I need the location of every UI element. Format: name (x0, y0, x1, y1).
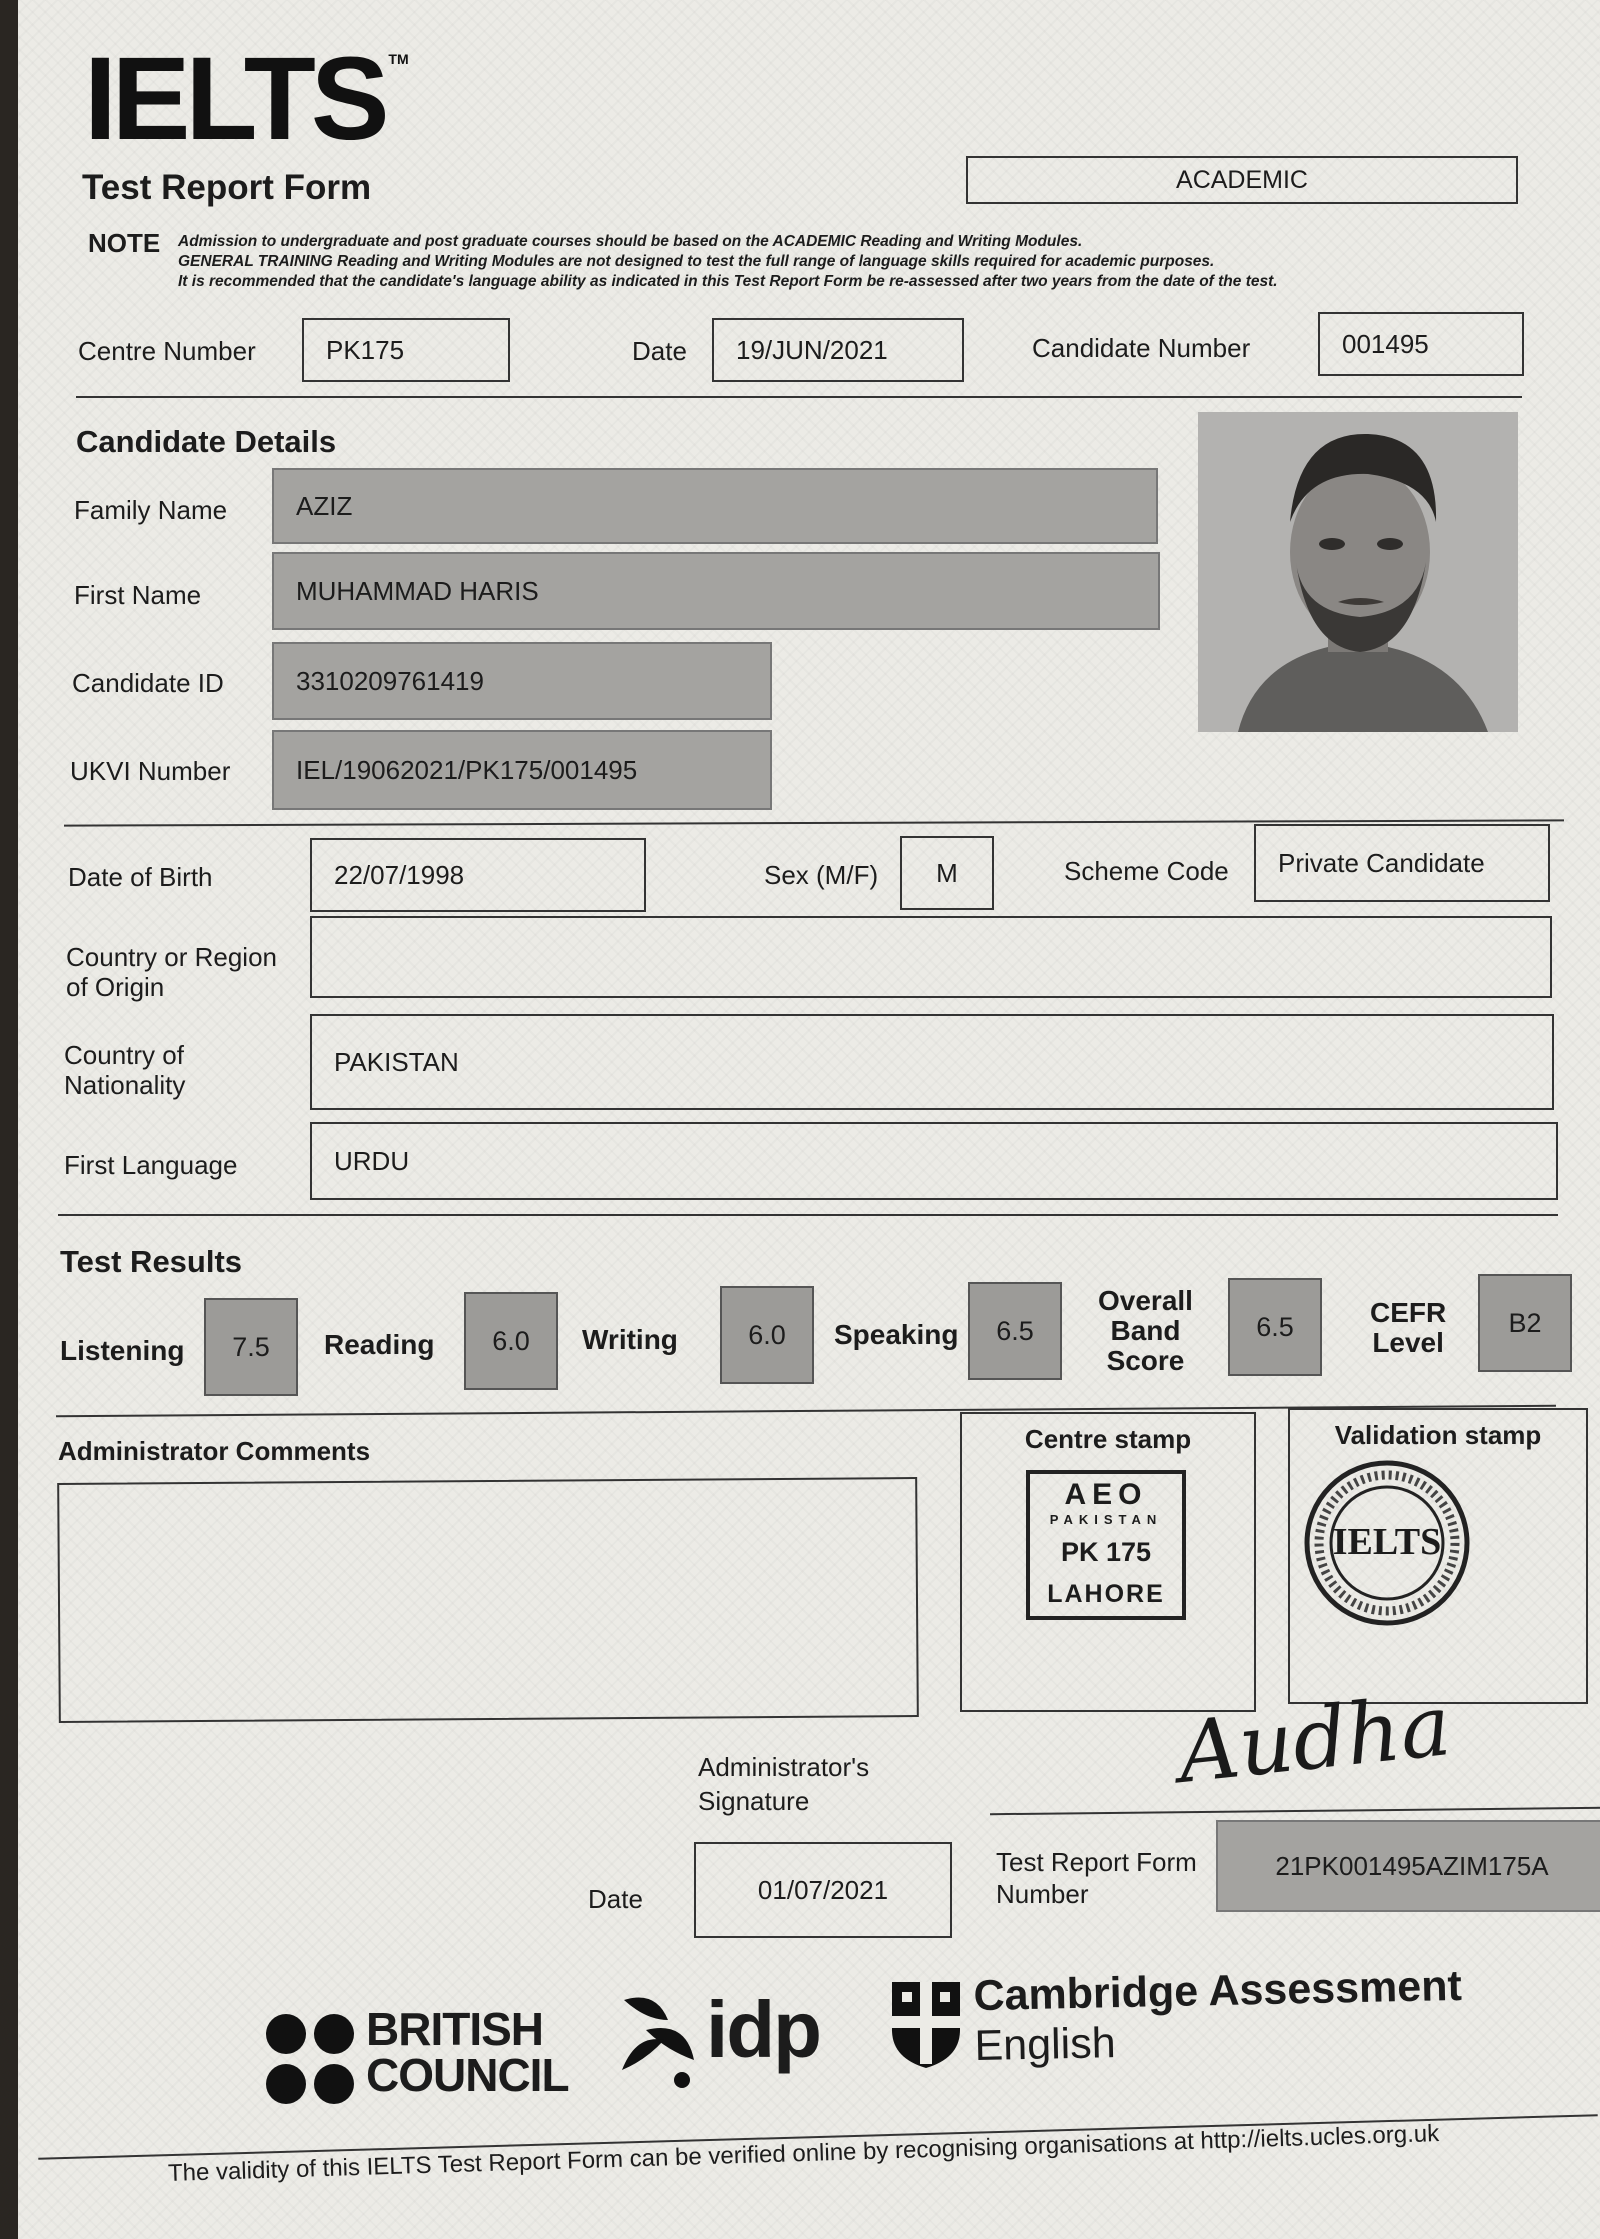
centre-number-field: PK175 (302, 318, 510, 382)
trf-number-field: 21PK001495AZIM175A (1216, 1820, 1600, 1912)
centre-stamp-label: Centre stamp (1024, 1424, 1192, 1454)
divider (76, 396, 1522, 398)
centre-stamp-box (960, 1412, 1256, 1712)
divider (58, 1214, 1558, 1216)
overall-band-label: Overall Band Score (1098, 1285, 1193, 1376)
cambridge-logo: Cambridge Assessment English (973, 1961, 1463, 2071)
admin-signature: Audha (1173, 1676, 1456, 1802)
ielts-logo: IELTS TM (84, 33, 409, 165)
test-date-field: 19/JUN/2021 (712, 318, 964, 382)
validity-footer: The validity of this IELTS Test Report Form can be verified online by recognising organisations at http://ielts.ucles.org.uk (167, 2120, 1440, 2187)
dob-field: 22/07/1998 (310, 838, 646, 912)
writing-label: Writing (582, 1324, 678, 1355)
issue-date-field: 01/07/2021 (694, 1842, 952, 1938)
scheme-code-label: Scheme Code (1064, 856, 1229, 886)
centre-stamp: AEO PAKISTAN PK 175 LAHORE (1026, 1470, 1186, 1620)
dob-label: Date of Birth (68, 862, 213, 892)
nationality-label: Country of Nationality (64, 1040, 186, 1100)
sex-field: M (900, 836, 994, 910)
cambridge-shield-icon (890, 1980, 962, 2070)
speaking-score: 6.5 (968, 1282, 1062, 1380)
listening-label: Listening (60, 1335, 185, 1366)
test-report-form (18, 0, 1600, 2239)
trf-number-label: Test Report Form Number (996, 1847, 1197, 1909)
reading-label: Reading (324, 1329, 435, 1360)
candidate-number-label: Candidate Number (1032, 333, 1251, 363)
form-title: Test Report Form (82, 168, 372, 207)
candidate-number-field: 001495 (1318, 312, 1524, 376)
signature-line (990, 1807, 1600, 1815)
cefr-level-score: B2 (1478, 1274, 1572, 1372)
family-name-field: AZIZ (272, 468, 1158, 544)
centre-number-label: Centre Number (78, 336, 256, 366)
validation-stamp-label: Validation stamp (1334, 1420, 1542, 1450)
validation-stamp-text: IELTS (1332, 1521, 1442, 1563)
cefr-level-label: CEFR Level (1370, 1297, 1447, 1358)
note-text: Admission to undergraduate and post graduate courses should be based on the ACADEMIC Reading and Writing Modules. GENERAL TRAINING Reading and Writing Modules are not designed to test the full range of language skills required for academic purposes. It is recommended that the candidate's language ability as indicated in this Test Report Form be re-assessed after two years from the date of the test. (178, 233, 1278, 290)
first-name-label: First Name (74, 580, 202, 610)
validation-stamp-seal (1302, 1458, 1472, 1628)
first-language-field: URDU (310, 1122, 1558, 1200)
speaking-label: Speaking (834, 1319, 959, 1350)
validation-stamp-box (1288, 1408, 1588, 1704)
candidate-id-field: 3310209761419 (272, 642, 772, 720)
admin-comments-box (57, 1477, 919, 1723)
sex-label: Sex (M/F) (764, 860, 879, 890)
scheme-code-field: Private Candidate (1254, 824, 1550, 902)
first-language-label: First Language (64, 1150, 238, 1180)
candidate-details-heading: Candidate Details (76, 424, 337, 459)
writing-score: 6.0 (720, 1286, 814, 1384)
candidate-photo (1198, 412, 1518, 732)
nationality-field: PAKISTAN (310, 1014, 1554, 1110)
test-results-heading: Test Results (60, 1244, 243, 1279)
candidate-id-label: Candidate ID (72, 668, 224, 698)
listening-score: 7.5 (204, 1298, 298, 1396)
idp-icon (616, 1990, 706, 2090)
country-origin-field (310, 916, 1552, 998)
admin-signature-label: Administrator's Signature (698, 1752, 870, 1816)
first-name-field: MUHAMMAD HARIS (272, 552, 1160, 630)
ukvi-number-label: UKVI Number (70, 756, 231, 786)
test-date-label: Date (632, 336, 687, 366)
reading-score: 6.0 (464, 1292, 558, 1390)
british-council-logo: BRITISH COUNCIL (366, 2003, 569, 2101)
family-name-label: Family Name (74, 495, 228, 525)
british-council-icon (264, 2012, 360, 2108)
overall-band-score: 6.5 (1228, 1278, 1322, 1376)
issue-date-label: Date (588, 1884, 643, 1914)
note-label: NOTE (88, 228, 161, 258)
idp-logo: idp (706, 1985, 820, 2074)
country-origin-label: Country or Region of Origin (66, 942, 277, 1002)
ukvi-number-field: IEL/19062021/PK175/001495 (272, 730, 772, 810)
module-box: ACADEMIC (966, 156, 1518, 204)
admin-comments-label: Administrator Comments (58, 1436, 371, 1466)
